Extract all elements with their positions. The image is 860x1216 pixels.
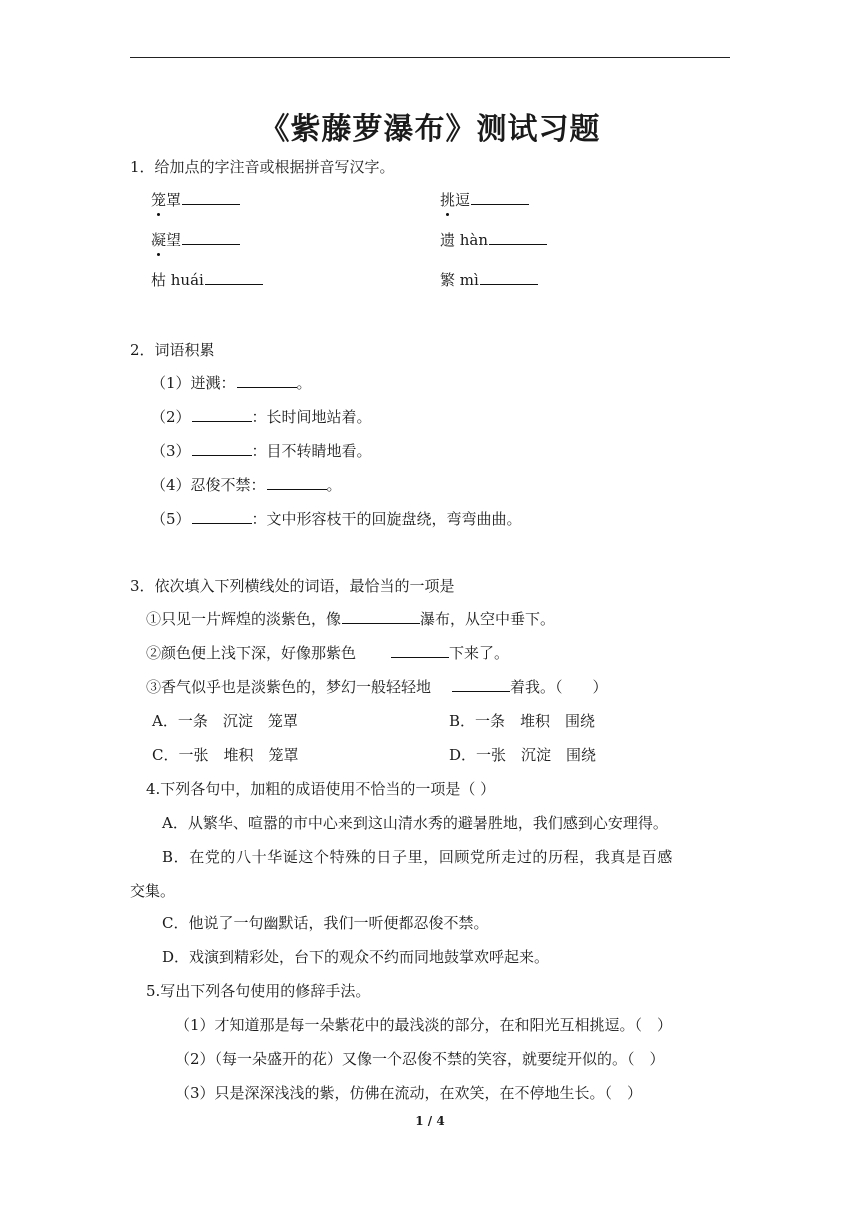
q1-item-1 bbox=[151, 190, 240, 210]
answer-blank[interactable] bbox=[182, 230, 240, 245]
q3-text: ②颜色便上浅下深，好像那紫色 bbox=[146, 644, 357, 662]
q3-stem: 3．依次填入下列横线处的词语，最恰当的一项是 bbox=[130, 577, 455, 595]
q4-option-b[interactable]: B．在党的八十华诞这个特殊的日子里，回顾党所走过的历程，我真是百感 bbox=[162, 848, 673, 866]
q2-stem: 2．词语积累 bbox=[130, 341, 215, 359]
dotted-char: 挑 bbox=[440, 191, 456, 209]
q4-option-c[interactable]: C．他说了一句幽默话，我们一听便都忍俊不禁。 bbox=[162, 914, 489, 932]
q3-sentence-3 bbox=[146, 677, 608, 697]
answer-blank[interactable] bbox=[489, 230, 547, 245]
q2-text: 。 bbox=[296, 374, 312, 392]
q2-text: （2） bbox=[151, 408, 191, 426]
q1-item-text: 逗 bbox=[455, 191, 471, 209]
q5-sentence-3: （3）只是深深浅浅的紫，仿佛在流动，在欢笑，在不停地生长。（ ） bbox=[175, 1084, 643, 1102]
answer-blank[interactable] bbox=[237, 373, 297, 388]
q4-stem: 4.下列各句中，加粗的成语使用不恰当的一项是（ ） bbox=[146, 780, 496, 798]
q2-text: （3） bbox=[151, 442, 191, 460]
q5-stem: 5.写出下列各句使用的修辞手法。 bbox=[146, 982, 371, 1000]
q3-text: ③香气似乎也是淡紫色的，梦幻一般轻轻地 bbox=[146, 678, 432, 696]
q2-line-2 bbox=[151, 407, 372, 427]
q4-option-d[interactable]: D．戏演到精彩处，台下的观众不约而同地鼓掌欢呼起来。 bbox=[162, 948, 550, 966]
q3-option-d[interactable]: D．一张 沉淀 围绕 bbox=[449, 746, 597, 764]
dotted-char: 凝 bbox=[151, 231, 167, 249]
answer-blank[interactable] bbox=[452, 677, 510, 692]
q2-line-4 bbox=[151, 475, 342, 495]
page-number: 1 / 4 bbox=[415, 1114, 445, 1128]
answer-blank[interactable] bbox=[267, 475, 327, 490]
answer-blank[interactable] bbox=[391, 643, 449, 658]
q1-item-6 bbox=[440, 270, 538, 290]
q2-text: ：文中形容枝干的回旋盘绕，弯弯曲曲。 bbox=[251, 510, 522, 528]
q1-item-text: 繁 mì bbox=[440, 271, 479, 289]
q3-text: 瀑布，从空中垂下。 bbox=[420, 610, 556, 628]
q2-text: ：长时间地站着。 bbox=[251, 408, 372, 426]
answer-blank[interactable] bbox=[471, 190, 529, 205]
q3-text: 着我。（ ） bbox=[510, 678, 608, 696]
q1-item-3 bbox=[151, 230, 240, 250]
q1-stem: 1．给加点的字注音或根据拼音写汉字。 bbox=[130, 158, 395, 176]
q1-item-2 bbox=[440, 190, 529, 210]
q2-text: 。 bbox=[326, 476, 342, 494]
q2-text: ：目不转睛地看。 bbox=[251, 442, 372, 460]
answer-blank[interactable] bbox=[192, 509, 252, 524]
answer-blank[interactable] bbox=[342, 609, 420, 624]
answer-blank[interactable] bbox=[480, 270, 538, 285]
q2-text: （5） bbox=[151, 510, 191, 528]
answer-blank[interactable] bbox=[182, 190, 240, 205]
answer-blank[interactable] bbox=[192, 441, 252, 456]
q1-item-5 bbox=[151, 270, 263, 290]
q2-text: （4）忍俊不禁： bbox=[151, 476, 266, 494]
q3-option-c[interactable]: C．一张 堆积 笼罩 bbox=[152, 746, 299, 764]
q1-item-text: 遗 hàn bbox=[440, 231, 489, 249]
q5-sentence-1: （1）才知道那是每一朵紫花中的最浅淡的部分，在和阳光互相挑逗。（ ） bbox=[175, 1016, 673, 1034]
q1-item-4 bbox=[440, 230, 547, 250]
q2-line-5 bbox=[151, 509, 522, 529]
q2-line-3 bbox=[151, 441, 372, 461]
q4-option-a[interactable]: A．从繁华、喧嚣的市中心来到这山清水秀的避暑胜地，我们感到心安理得。 bbox=[162, 814, 668, 832]
answer-blank[interactable] bbox=[192, 407, 252, 422]
q3-text: 下来了。 bbox=[449, 644, 510, 662]
page-title: 《紫藤萝瀑布》测试习题 bbox=[259, 112, 601, 147]
q2-line-1 bbox=[151, 373, 312, 393]
q5-sentence-2: （2）（每一朵盛开的花）又像一个忍俊不禁的笑容，就要绽开似的。（ ） bbox=[175, 1050, 665, 1068]
q3-text: ①只见一片辉煌的淡紫色，像 bbox=[146, 610, 342, 628]
q3-option-a[interactable]: A．一条 沉淀 笼罩 bbox=[152, 712, 298, 730]
q1-item-text: 枯 huái bbox=[151, 271, 204, 289]
header-rule bbox=[130, 57, 730, 58]
q3-sentence-2 bbox=[146, 643, 509, 663]
dotted-char: 笼 bbox=[151, 191, 167, 209]
q1-item-text: 望 bbox=[166, 231, 182, 249]
q2-text: （1）迸溅： bbox=[151, 374, 236, 392]
q3-option-b[interactable]: B．一条 堆积 围绕 bbox=[449, 712, 596, 730]
q4-option-b-cont: 交集。 bbox=[130, 882, 176, 900]
q3-sentence-1 bbox=[146, 609, 555, 629]
answer-blank[interactable] bbox=[205, 270, 263, 285]
q1-item-text: 罩 bbox=[166, 191, 182, 209]
